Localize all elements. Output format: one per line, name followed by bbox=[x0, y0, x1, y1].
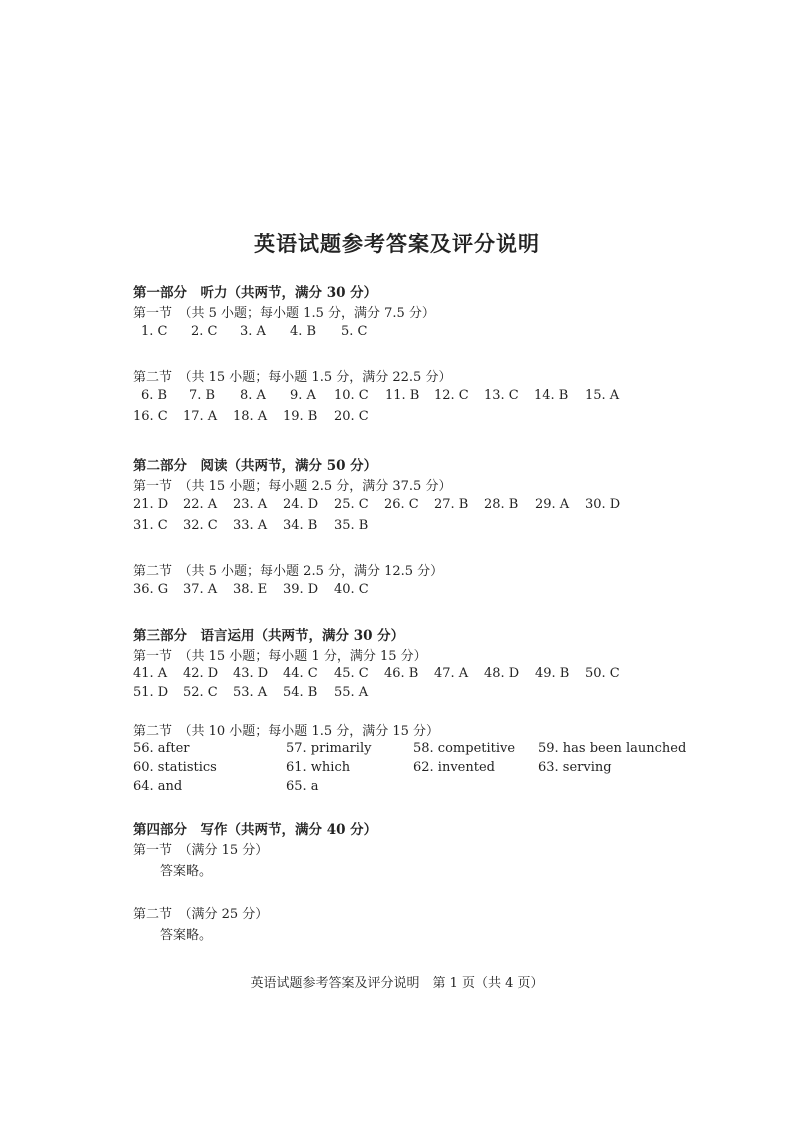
answer-item: 57. primarily bbox=[286, 741, 372, 756]
answer-item: 48. D bbox=[484, 666, 520, 681]
answer-item: 21. D bbox=[133, 497, 169, 512]
answer-item: 19. B bbox=[283, 409, 318, 424]
answer-item: 6. B bbox=[141, 388, 168, 403]
part-2-section-2-heading: 第二节 （共 5 小题；每小题 2.5 分，满分 12.5 分） bbox=[133, 564, 444, 579]
answer-item: 37. A bbox=[183, 582, 218, 597]
answer-item: 1. C bbox=[141, 324, 168, 339]
answer-item: 23. A bbox=[233, 497, 268, 512]
answer-item: 29. A bbox=[535, 497, 570, 512]
answer-item: 60. statistics bbox=[133, 760, 217, 775]
answer-item: 65. a bbox=[286, 779, 319, 794]
answer-item: 32. C bbox=[183, 518, 218, 533]
answer-item: 20. C bbox=[334, 409, 369, 424]
answer-item: 59. has been launched bbox=[538, 741, 687, 756]
answer-item: 53. A bbox=[233, 685, 268, 700]
answer-item: 62. invented bbox=[413, 760, 495, 775]
part-4-section-1-heading: 第一节 （满分 15 分） bbox=[133, 843, 269, 858]
part-2-heading: 第二部分 阅读（共两节，满分 50 分） bbox=[133, 458, 378, 474]
page-footer: 英语试题参考答案及评分说明 第 1 页（共 4 页） bbox=[250, 976, 544, 991]
answer-item: 56. after bbox=[133, 741, 190, 756]
part-1-section-2-heading: 第二节 （共 15 小题；每小题 1.5 分，满分 22.5 分） bbox=[133, 370, 452, 385]
answer-item: 26. C bbox=[384, 497, 419, 512]
answer-item: 17. A bbox=[183, 409, 218, 424]
answer-item: 7. B bbox=[189, 388, 216, 403]
answer-item: 16. C bbox=[133, 409, 168, 424]
answer-item: 61. which bbox=[286, 760, 351, 775]
answer-item: 41. A bbox=[133, 666, 168, 681]
answer-item: 2. C bbox=[191, 324, 218, 339]
answer-item: 58. competitive bbox=[413, 741, 516, 756]
answer-item: 25. C bbox=[334, 497, 369, 512]
part-4-section-2-heading: 第二节 （满分 25 分） bbox=[133, 907, 269, 922]
part-3-section-2-heading: 第二节 （共 10 小题；每小题 1.5 分，满分 15 分） bbox=[133, 724, 440, 739]
answer-item: 9. A bbox=[290, 388, 316, 403]
answer-item: 47. A bbox=[434, 666, 469, 681]
answer-item: 46. B bbox=[384, 666, 419, 681]
answer-item: 35. B bbox=[334, 518, 369, 533]
answer-item: 36. G bbox=[133, 582, 169, 597]
part-4-section-2-note: 答案略。 bbox=[160, 928, 213, 943]
answer-item: 30. D bbox=[585, 497, 621, 512]
part-2-section-1-heading: 第一节 （共 15 小题；每小题 2.5 分，满分 37.5 分） bbox=[133, 479, 452, 494]
answer-item: 51. D bbox=[133, 685, 169, 700]
answer-item: 54. B bbox=[283, 685, 318, 700]
answer-item: 44. C bbox=[283, 666, 318, 681]
answer-item: 8. A bbox=[240, 388, 266, 403]
answer-item: 28. B bbox=[484, 497, 519, 512]
part-1-section-1-heading: 第一节 （共 5 小题；每小题 1.5 分，满分 7.5 分） bbox=[133, 306, 435, 321]
answer-item: 27. B bbox=[434, 497, 469, 512]
answer-item: 33. A bbox=[233, 518, 268, 533]
answer-item: 22. A bbox=[183, 497, 218, 512]
part-3-section-1-heading: 第一节 （共 15 小题；每小题 1 分，满分 15 分） bbox=[133, 649, 427, 664]
answer-item: 42. D bbox=[183, 666, 219, 681]
answer-item: 50. C bbox=[585, 666, 620, 681]
answer-item: 64. and bbox=[133, 779, 183, 794]
answer-item: 31. C bbox=[133, 518, 168, 533]
part-1-heading: 第一部分 听力（共两节，满分 30 分） bbox=[133, 285, 378, 301]
answer-item: 55. A bbox=[334, 685, 369, 700]
page-title: 英语试题参考答案及评分说明 bbox=[254, 231, 540, 256]
answer-item: 18. A bbox=[233, 409, 268, 424]
answer-item: 49. B bbox=[535, 666, 570, 681]
answer-item: 5. C bbox=[341, 324, 368, 339]
answer-item: 43. D bbox=[233, 666, 269, 681]
answer-item: 39. D bbox=[283, 582, 319, 597]
answer-item: 45. C bbox=[334, 666, 369, 681]
answer-item: 4. B bbox=[290, 324, 317, 339]
part-4-heading: 第四部分 写作（共两节，满分 40 分） bbox=[133, 822, 378, 838]
answer-item: 14. B bbox=[534, 388, 569, 403]
part-3-heading: 第三部分 语言运用（共两节，满分 30 分） bbox=[133, 628, 405, 644]
answer-item: 11. B bbox=[385, 388, 420, 403]
answer-item: 38. E bbox=[233, 582, 268, 597]
answer-item: 10. C bbox=[334, 388, 369, 403]
answer-item: 40. C bbox=[334, 582, 369, 597]
answer-item: 63. serving bbox=[538, 760, 612, 775]
answer-item: 13. C bbox=[484, 388, 519, 403]
part-4-section-1-note: 答案略。 bbox=[160, 864, 213, 879]
answer-item: 12. C bbox=[434, 388, 469, 403]
answer-item: 34. B bbox=[283, 518, 318, 533]
answer-item: 52. C bbox=[183, 685, 218, 700]
answer-item: 24. D bbox=[283, 497, 319, 512]
answer-item: 3. A bbox=[240, 324, 266, 339]
answer-item: 15. A bbox=[585, 388, 620, 403]
